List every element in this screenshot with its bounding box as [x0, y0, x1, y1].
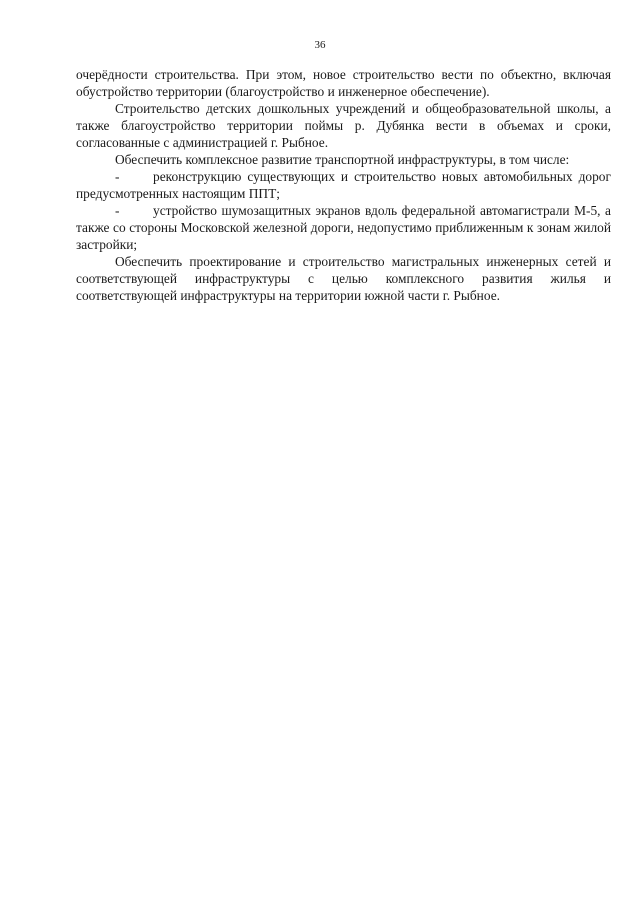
- list-item-1: [76, 168, 611, 202]
- list-item-2: [76, 202, 611, 253]
- list-marker: -: [115, 203, 120, 218]
- list-item-text: реконструкцию существующих и строительство новых автомобильных дорог предусмотренных настоящим ППТ;: [76, 169, 611, 201]
- document-body: [76, 66, 611, 304]
- paragraph-1: очерёдности строительства. При этом, новое строительство вести по объектно, включая обустройство территории (благоустройство и инженерное обеспечение).: [76, 67, 611, 99]
- paragraph-4: Обеспечить проектирование и строительство магистральных инженерных сетей и соответствующей инфраструктуры с целью комплексного развития жилья и соответствующей инфраструктуры на территории южной части г. Рыбное.: [76, 254, 611, 303]
- paragraph-3: Обеспечить комплексное развитие транспортной инфраструктуры, в том числе:: [115, 152, 570, 167]
- list-item-text: устройство шумозащитных экранов вдоль федеральной автомагистрали М-5, а также со стороны Московской железной дороги, недопустимо приближенным к зонам жилой застройки;: [76, 203, 611, 252]
- page-number: 36: [314, 39, 326, 51]
- paragraph-2: Строительство детских дошкольных учреждений и общеобразовательной школы, а также благоустройство территории поймы р. Дубянка вести в объемах и сроки, согласованные с администрацией г. Рыбное.: [76, 101, 611, 150]
- list-marker: -: [115, 169, 120, 184]
